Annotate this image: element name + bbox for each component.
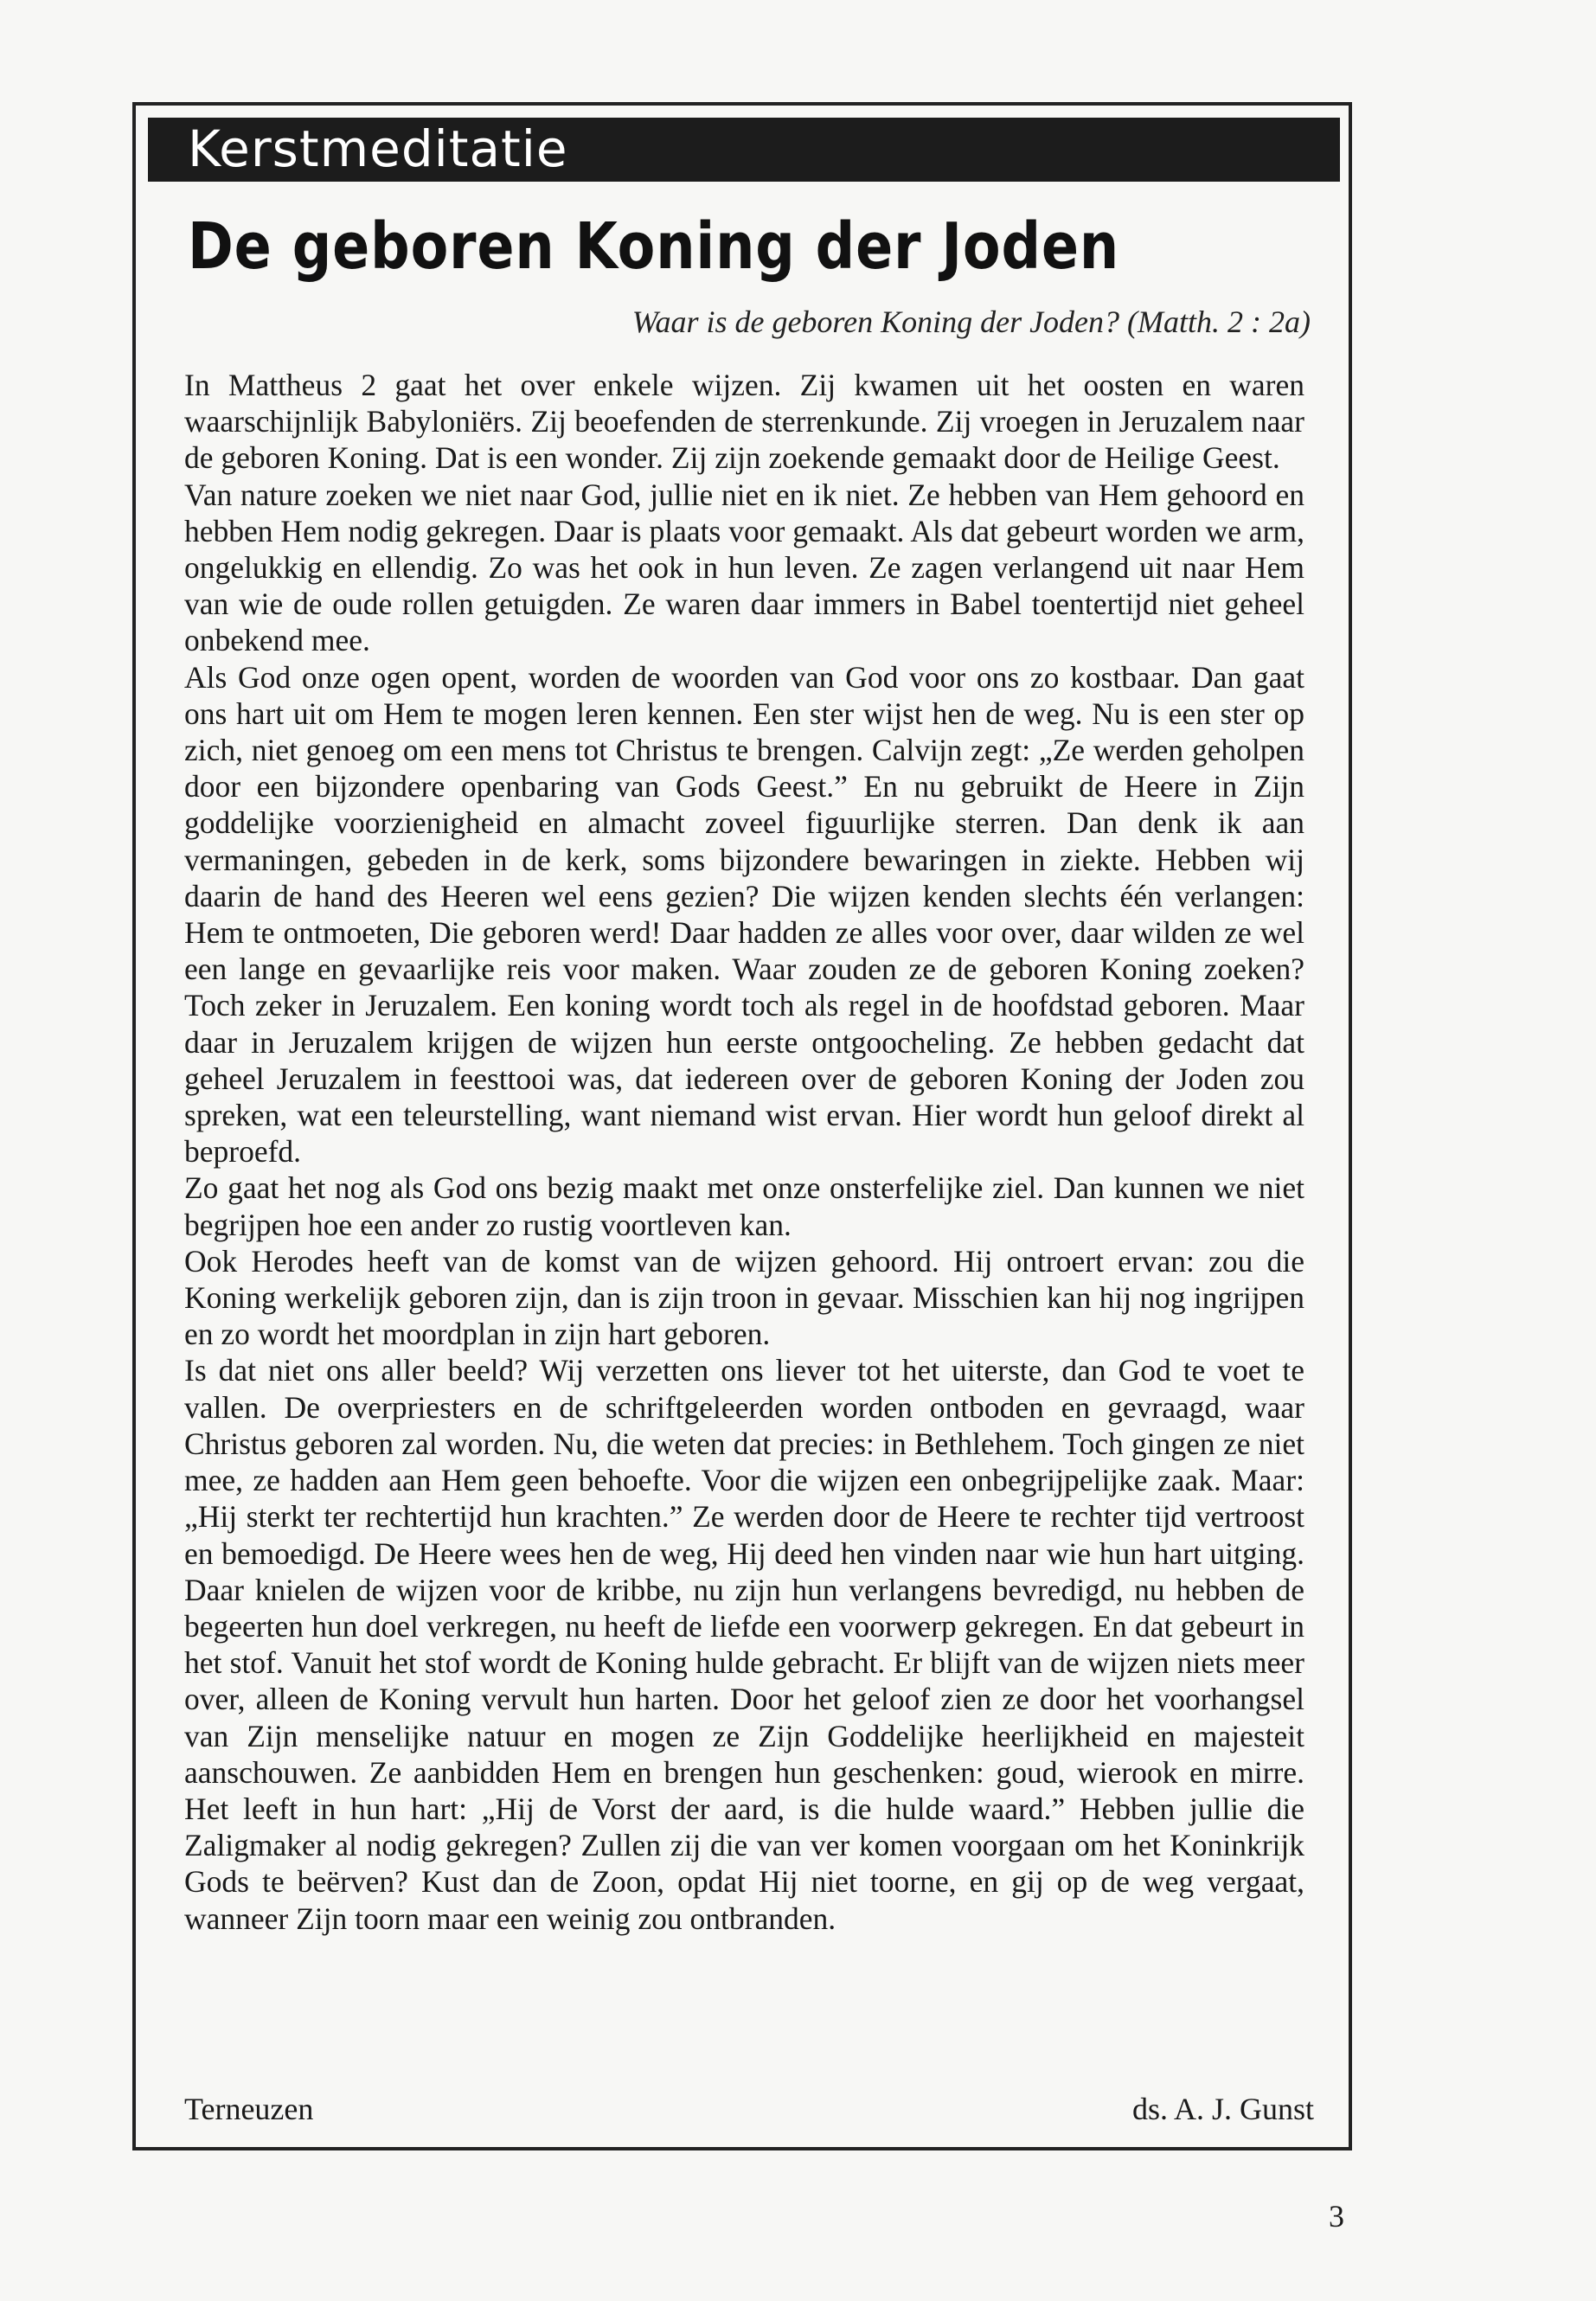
paragraph: Is dat niet ons aller beeld? Wij verzetten ons liever tot het uiterste, dan God te voet te vallen. De overpriesters en de schriftgeleerden worden ontboden en gevraagd, waar Christus geboren zal worden. Nu, die weten dat precies: in Bethlehem. Toch gingen ze niet mee, ze hadden aan Hem geen behoefte. Voor die wijzen een onbegrijpelijke zaak. Maar: „Hij sterkt ter rechtertijd hun krachten.” Ze werden door de Heere te rechter tijd vertroost en bemoedigd. De Heere wees hen de weg, Hij deed hen vinden naar wie hun hart uitging. Daar knielen de wijzen voor de kribbe, nu zijn hun verlangens bevredigd, nu hebben de begeerten hun doel verkregen, nu heeft de liefde een voorwerp gekregen. En dat gebeurt in het stof. Vanuit het stof wordt de Koning hulde gebracht. Er blijft van de wijzen niets meer over, alleen de Koning vervult hun harten. Door het geloof zien ze door het voorhangsel van Zijn menselijke natuur en mogen ze Zijn Goddelijke heerlijkheid en majesteit aanschouwen. Ze aanbidden Hem en brengen hun geschenken: goud, wierook en mirre. Het leeft in hun hart: „Hij de Vorst der aard, is die hulde waard.” Hebben jullie die Zaligmaker al nodig gekregen? Zullen zij die van ver komen voorgaan om het Koninkrijk Gods te beërven? Kust dan de Zoon, opdat Hij niet toorne, en gij op de weg vergaat, wanneer Zijn toorn maar een weinig zou ontbranden. <box>184 1353 1304 1936</box>
paragraph: In Mattheus 2 gaat het over enkele wijzen. Zij kwamen uit het oosten en waren waarschijnlijk Babyloniërs. Zij beoefenden de sterrenkunde. Zij vroegen in Jeruzalem naar de geboren Koning. Dat is een wonder. Zij zijn zoekende gemaakt door de Heilige Geest. <box>184 368 1304 476</box>
signoff-place: Terneuzen <box>184 2092 314 2126</box>
paragraph: Ook Herodes heeft van de komst van de wijzen gehoord. Hij ontroert ervan: zou die Koning werkelijk geboren zijn, dan is zijn troon in gevaar. Misschien kan hij nog ingrijpen en zo wordt het moordplan in zijn hart geboren. <box>184 1243 1304 1352</box>
article-body <box>184 367 1304 1937</box>
paragraph: Van nature zoeken we niet naar God, jullie niet en ik niet. Ze hebben van Hem gehoord en hebben Hem nodig gekregen. Daar is plaats voor gemaakt. Als dat gebeurt worden we arm, ongelukkig en ellendig. Zo was het ook in hun leven. Ze zagen verlangend uit naar Hem van wie de oude rollen getuigden. Ze waren daar immers in Babel toentertijd niet geheel onbekend mee. <box>184 477 1304 658</box>
article-frame <box>132 102 1352 2150</box>
paragraph: Zo gaat het nog als God ons bezig maakt met onze onsterfelijke ziel. Dan kunnen we niet begrijpen hoe een ander zo rustig voortleven kan. <box>184 1170 1304 1242</box>
epigraph: Waar is de geboren Koning der Joden? (Matth. 2 : 2a) <box>631 304 1311 339</box>
section-label: Kerstmeditatie <box>188 119 568 178</box>
section-banner <box>148 118 1340 182</box>
paragraph: Als God onze ogen opent, worden de woorden van God voor ons zo kostbaar. Dan gaat ons hart uit om Hem te mogen leren kennen. Een ster wijst hen de weg. Nu is een ster op zich, niet genoeg om een mens tot Christus te brengen. Calvijn zegt: „Ze werden geholpen door een bijzondere openbaring van Gods Geest.” En nu gebruikt de Heere in Zijn goddelijke voorzienigheid en almacht zoveel figuurlijke sterren. Dan denk ik aan vermaningen, gebeden in de kerk, soms bijzondere bewaringen in ziekte. Hebben wij daarin de hand des Heeren wel eens gezien? Die wijzen kenden slechts één verlangen: Hem te ontmoeten, Die geboren werd! Daar hadden ze alles voor over, daar wilden ze wel een lange en gevaarlijke reis voor maken. Waar zouden ze de geboren Koning zoeken? Toch zeker in Jeruzalem. Een koning wordt toch als regel in de hoofdstad geboren. Maar daar in Jeruzalem krijgen de wijzen hun eerste ontgoocheling. Ze hebben gedacht dat geheel Jeruzalem in feesttooi was, dat iedereen over de geboren Koning der Joden zou spreken, wat een teleurstelling, want niemand wist ervan. Hier wordt hun geloof direkt al beproefd. <box>184 659 1304 1170</box>
article-title: De geboren Koning der Joden <box>188 209 1120 284</box>
signoff-author: ds. A. J. Gunst <box>1131 2092 1314 2126</box>
page-number: 3 <box>1329 2199 1344 2234</box>
